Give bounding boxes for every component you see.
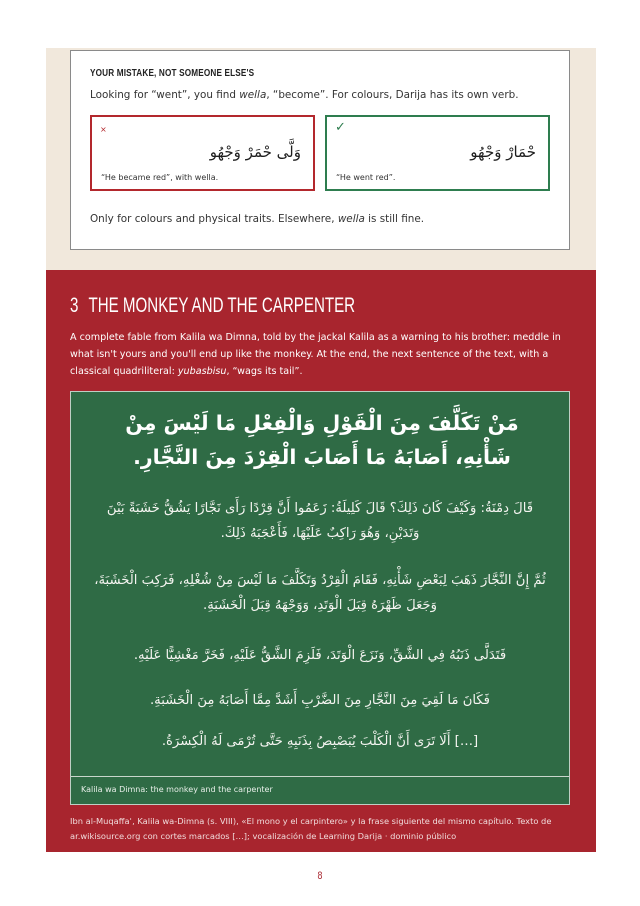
mistake-intro-text: Looking for “went”, you find — [90, 89, 240, 101]
right-example-box — [325, 115, 550, 191]
checkmark-icon: ✓ — [335, 120, 346, 135]
fable-paragraph-4: فَكَانَ مَا لَقِيَ مِنَ النَّجَّارِ مِنَ الضَّرْبِ أَشَدَّ مِمَّا أَصَابَهُ مِنَ الْخَشَبَةِ. — [149, 693, 490, 708]
mistake-note-text: Only for colours and physical traits. Elsewhere, — [90, 213, 338, 225]
wrong-arabic-phrase: وَلَّى حْمَرْ وَجْهُو — [209, 143, 301, 161]
mistake-note-rest: is still fine. — [364, 213, 425, 225]
mistake-intro-word: wella — [239, 89, 267, 101]
mistake-note-word: wella — [337, 213, 365, 225]
mistake-note — [90, 213, 424, 225]
fable-paragraph-1: قَالَ دِمْنَةُ: وَكَيْفَ كَانَ ذَلِكَ؟ قَالَ كَلِيلَةُ: زَعَمُوا أَنَّ قِرْدًا رَأَى نَجَّارًا يَشُقُّ خَشَبَةً بَيْنَ وَتَدَيْنِ، وَهُوَ رَاكِبٌ عَلَيْهَا، فَأَعْجَبَهُ ذَلِكَ. — [106, 501, 534, 541]
section-intro — [70, 329, 570, 380]
fable-paragraph-5: […] أَلَا تَرَى أَنَّ الْكَلْبَ يُبَصْبِصُ بِذَنَبِهِ حَتَّى تُرْمَى لَهُ الْكِسْرَةُ. — [161, 734, 479, 749]
mistake-title: YOUR MISTAKE, NOT SOMEONE ELSE'S — [90, 67, 255, 79]
source-note: Ibn al-Muqaffaʿ, Kalila wa-Dimna (s. VIII), «El mono y el carpintero» y la frase siguiente del mismo capítulo. Texto de ar.wikisource.org con cortes marcados […]; vocalización de Learning Darija · dominio público — [70, 816, 552, 841]
wrong-gloss: “He became red”, with wella. — [101, 173, 219, 182]
page-number: 8 — [317, 870, 323, 882]
cross-icon: × — [100, 125, 107, 134]
section-number: 3 — [70, 294, 79, 317]
section-intro-word: yubasbisu — [177, 366, 227, 377]
section-intro-text: A complete fable from Kalila wa Dimna, told by the jackal Kalila as a warning to his brother: meddle in what isn't yours and you'll end up like the monkey. At the end, the next sentence of the text, with a classical quadriliteral: — [70, 332, 561, 377]
mistake-intro — [90, 89, 519, 101]
mistake-card — [70, 50, 570, 250]
right-gloss: “He went red”. — [336, 173, 396, 182]
fable-section — [46, 270, 596, 852]
section-heading — [70, 294, 355, 318]
fable-caption-bar — [71, 776, 569, 804]
fable-card — [70, 391, 570, 805]
fable-moral: مَنْ تَكَلَّفَ مِنَ الْقَوْلِ وَالْفِعْلِ مَا لَيْسَ مِنْ شَأْنِهِ، أَصَابَهُ مَا أَصَابَ الْقِرْدَ مِنَ النَّجَّارِ. — [125, 411, 519, 469]
section-title: THE MONKEY AND THE CARPENTER — [88, 294, 356, 317]
fable-paragraph-3: فَتَدَلَّى ذَنَبُهُ فِي الشَّقِّ، وَنَزَعَ الْوَتَدَ، فَلَزِمَ الشَّقُّ عَلَيْهِ، فَخَرَّ مَغْشِيًّا عَلَيْهِ. — [133, 648, 507, 663]
wrong-example-box — [90, 115, 315, 191]
section-intro-rest: , “wags its tail”. — [226, 366, 303, 377]
right-arabic-phrase: حْمَارْ وَجْهُو — [470, 143, 536, 161]
fable-paragraph-2: ثُمَّ إِنَّ النَّجَّارَ ذَهَبَ لِبَعْضِ شَأْنِهِ، فَقَامَ الْقِرْدُ وَتَكَلَّفَ مَا لَيْسَ مِنْ شُغْلِهِ، فَرَكِبَ الْخَشَبَةَ، وَجَعَلَ ظَهْرَهُ قِبَلَ الْوَتَدِ، وَوَجْهَهُ قِبَلَ الْخَشَبَةِ. — [94, 573, 546, 613]
fable-text-area — [71, 392, 569, 778]
mistake-intro-rest: , “become”. For colours, Darija has its own verb. — [266, 89, 519, 101]
fable-caption: Kalila wa Dimna: the monkey and the carpenter — [81, 785, 273, 794]
